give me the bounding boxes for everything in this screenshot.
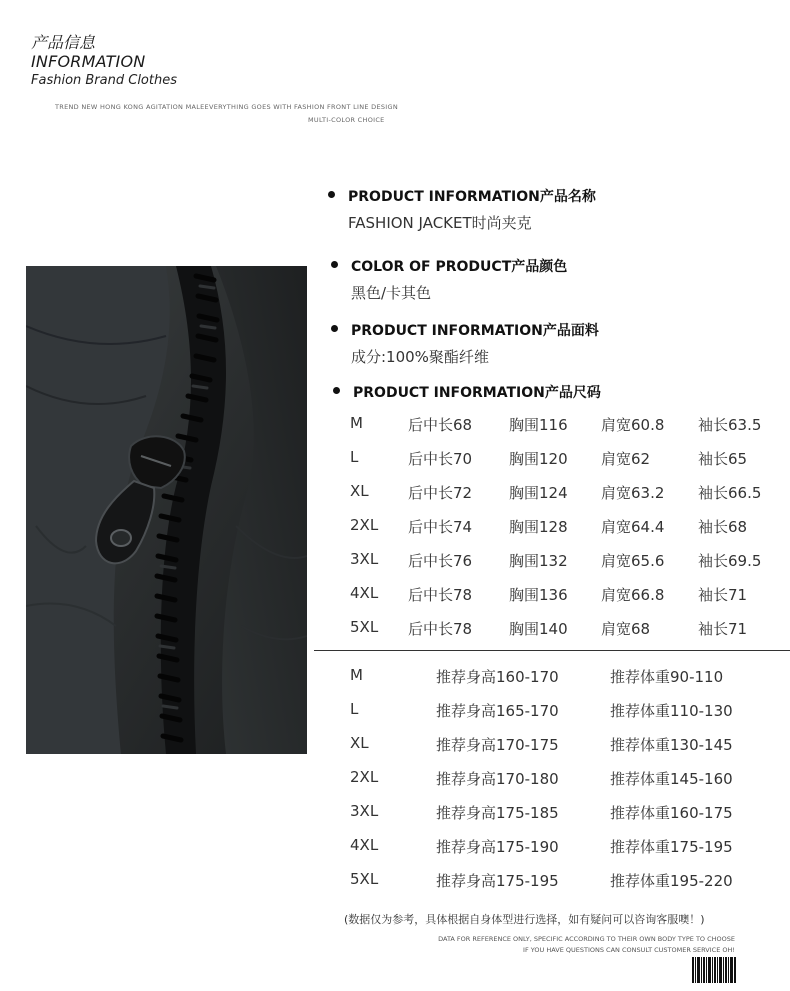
size-label: M — [350, 666, 363, 684]
sleeve-value: 袖长71 — [698, 620, 748, 638]
chest-value: 胸围116 — [509, 416, 568, 434]
bullet-icon — [328, 191, 335, 198]
sleeve-value: 袖长66.5 — [698, 484, 762, 502]
length-value: 后中长70 — [408, 450, 473, 468]
section-value: FASHION JACKET时尚夹克 — [348, 214, 532, 232]
barcode-icon — [692, 957, 736, 983]
weight-value: 推荐体重160-175 — [610, 804, 733, 822]
height-value: 推荐身高160-170 — [436, 668, 559, 686]
header-title-cn: 产品信息 — [31, 33, 96, 52]
bullet-icon — [331, 325, 338, 332]
weight-value: 推荐体重90-110 — [610, 668, 724, 686]
size-label: XL — [350, 734, 369, 752]
size-label: 4XL — [350, 584, 379, 602]
shoulder-value: 肩宽62 — [601, 450, 651, 468]
sleeve-value: 袖长71 — [698, 586, 748, 604]
size-label: L — [350, 700, 359, 718]
weight-value: 推荐体重195-220 — [610, 872, 733, 890]
sleeve-value: 袖长65 — [698, 450, 748, 468]
table-divider — [314, 650, 790, 651]
height-value: 推荐身高165-170 — [436, 702, 559, 720]
sleeve-value: 袖长63.5 — [698, 416, 762, 434]
length-value: 后中长74 — [408, 518, 473, 536]
section-title: COLOR OF PRODUCT产品颜色 — [351, 259, 568, 275]
height-value: 推荐身高175-185 — [436, 804, 559, 822]
length-value: 后中长76 — [408, 552, 473, 570]
length-value: 后中长72 — [408, 484, 473, 502]
sleeve-value: 袖长68 — [698, 518, 748, 536]
shoulder-value: 肩宽64.4 — [601, 518, 665, 536]
section-title: PRODUCT INFORMATION产品尺码 — [353, 385, 601, 401]
header-title-en: INFORMATION — [31, 52, 146, 71]
chest-value: 胸围132 — [509, 552, 568, 570]
shoulder-value: 肩宽68 — [601, 620, 651, 638]
weight-value: 推荐体重175-195 — [610, 838, 733, 856]
shoulder-value: 肩宽65.6 — [601, 552, 665, 570]
size-label: XL — [350, 482, 369, 500]
header-tagline-choice: MULTI-COLOR CHOICE — [308, 116, 385, 124]
bullet-icon — [333, 387, 340, 394]
size-label: 2XL — [350, 768, 379, 786]
height-value: 推荐身高175-195 — [436, 872, 559, 890]
chest-value: 胸围120 — [509, 450, 568, 468]
weight-value: 推荐体重130-145 — [610, 736, 733, 754]
size-label: 5XL — [350, 618, 379, 636]
height-value: 推荐身高170-180 — [436, 770, 559, 788]
length-value: 后中长78 — [408, 586, 473, 604]
header-subtitle: Fashion Brand Clothes — [31, 73, 177, 88]
section-value: 黑色/卡其色 — [351, 284, 432, 302]
chest-value: 胸围128 — [509, 518, 568, 536]
height-value: 推荐身高170-175 — [436, 736, 559, 754]
bullet-icon — [331, 261, 338, 268]
length-value: 后中长68 — [408, 416, 473, 434]
sleeve-value: 袖长69.5 — [698, 552, 762, 570]
section-title: PRODUCT INFORMATION产品名称 — [348, 189, 596, 205]
chest-value: 胸围124 — [509, 484, 568, 502]
shoulder-value: 肩宽63.2 — [601, 484, 665, 502]
size-label: 5XL — [350, 870, 379, 888]
header-tagline: TREND NEW HONG KONG AGITATION MALEEVERYTHING GOES WITH FASHION FRONT LINE DESIGN — [55, 103, 399, 111]
length-value: 后中长78 — [408, 620, 473, 638]
service-fine-print: IF YOU HAVE QUESTIONS CAN CONSULT CUSTOMER SERVICE OH! — [523, 946, 735, 954]
shoulder-value: 肩宽60.8 — [601, 416, 665, 434]
jacket-zipper-photo — [26, 266, 307, 754]
size-label: L — [350, 448, 359, 466]
chest-value: 胸围140 — [509, 620, 568, 638]
shoulder-value: 肩宽66.8 — [601, 586, 665, 604]
size-label: 3XL — [350, 550, 379, 568]
reference-fine-print: DATA FOR REFERENCE ONLY, SPECIFIC ACCORDING TO THEIR OWN BODY TYPE TO CHOOSE — [438, 935, 735, 943]
section-title: PRODUCT INFORMATION产品面料 — [351, 323, 599, 339]
reference-note: (数据仅为参考，具体根据自身体型进行选择，如有疑问可以咨询客服噢！) — [344, 913, 705, 926]
size-label: 3XL — [350, 802, 379, 820]
size-label: M — [350, 414, 363, 432]
weight-value: 推荐体重145-160 — [610, 770, 733, 788]
size-label: 4XL — [350, 836, 379, 854]
height-value: 推荐身高175-190 — [436, 838, 559, 856]
section-value: 成分:100%聚酯纤维 — [351, 348, 489, 366]
weight-value: 推荐体重110-130 — [610, 702, 733, 720]
size-label: 2XL — [350, 516, 379, 534]
chest-value: 胸围136 — [509, 586, 568, 604]
